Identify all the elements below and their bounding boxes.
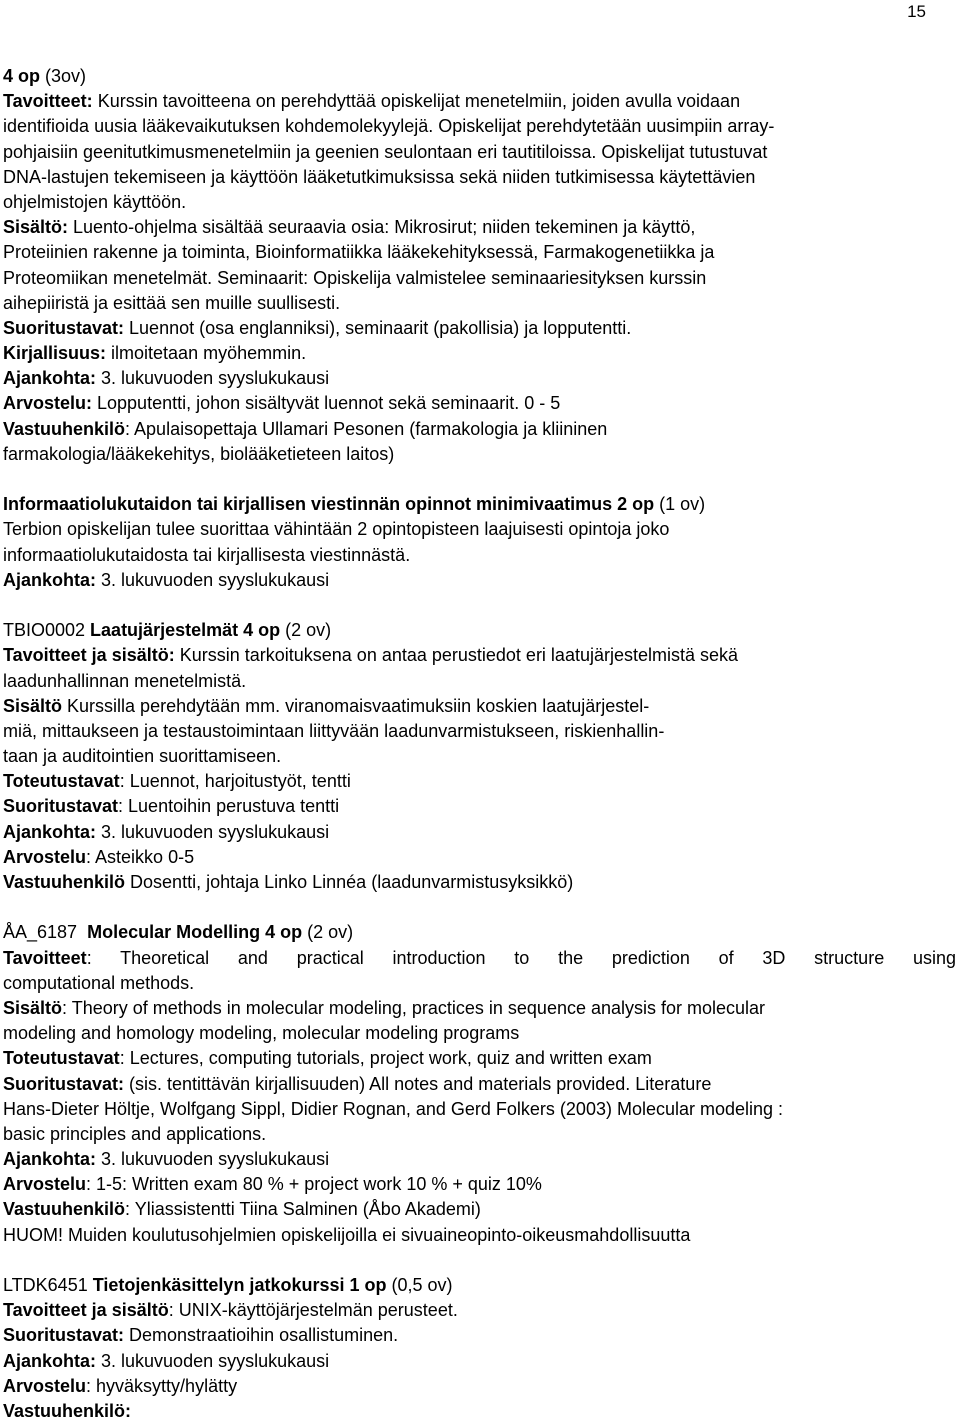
text-line: Ajankohta: 3. lukuvuoden syyslukukausi xyxy=(3,368,330,389)
text-line: laadunhallinnan menetelmistä. xyxy=(3,670,247,691)
text-line: Tavoitteet ja sisältö: Kurssin tarkoituksena on antaa perustiedot eri laatujärjestelmistä sekä xyxy=(3,645,739,666)
text-line: basic principles and applications. xyxy=(3,1123,267,1144)
text-line: HUOM! Muiden koulutusohjelmien opiskelijoilla ei sivuaineopinto-oikeusmahdollisuutta xyxy=(3,1224,691,1245)
text-line: modeling and homology modeling, molecular modeling programs xyxy=(3,1023,520,1044)
text-line: Vastuuhenkilö: Yliassistentti Tiina Salminen (Åbo Akademi) xyxy=(3,1199,481,1220)
text-line: Ajankohta: 3. lukuvuoden syyslukukausi xyxy=(3,569,330,590)
text-line: Tavoitteet ja sisältö: UNIX-käyttöjärjestelmän perusteet. xyxy=(3,1300,458,1321)
text-line: Suoritustavat: Luentoihin perustuva tentti xyxy=(3,796,340,817)
section-spacer xyxy=(3,1248,956,1273)
text-line: Arvostelu: hyväksytty/hylätty xyxy=(3,1375,238,1396)
text-line: Ajankohta: 3. lukuvuoden syyslukukausi xyxy=(3,821,330,842)
course-section xyxy=(3,64,956,467)
text-line: farmakologia/lääkekehitys, biolääketieteen laitos) xyxy=(3,443,395,464)
text-line: Proteomiikan menetelmät. Seminaarit: Opiskelija valmistelee seminaariesityksen kurssin xyxy=(3,267,707,288)
text-line: informaatiolukutaidosta tai kirjallisesta viestinnästä. xyxy=(3,544,411,565)
text-line: Tavoitteet: Kurssin tavoitteena on perehdyttää opiskelijat menetelmiin, joiden avulla voidaan xyxy=(3,91,741,112)
document-body xyxy=(3,64,956,1424)
course-section xyxy=(3,492,956,593)
text-line: Toteutustavat: Luennot, harjoitustyöt, tentti xyxy=(3,771,351,792)
text-line: Kirjallisuus: ilmoitetaan myöhemmin. xyxy=(3,343,307,364)
text-line: Vastuuhenkilö: xyxy=(3,1400,132,1421)
text-line: Sisältö Kurssilla perehdytään mm. viranomaisvaatimuksiin koskien laatujärjestel- xyxy=(3,695,650,716)
text-line: Ajankohta: 3. lukuvuoden syyslukukausi xyxy=(3,1149,330,1170)
text-line: Vastuuhenkilö Dosentti, johtaja Linko Linnéa (laadunvarmistusyksikkö) xyxy=(3,872,574,892)
text-line: computational methods. xyxy=(3,972,195,993)
text-line: Arvostelu: Lopputentti, johon sisältyvät luennot sekä seminaarit. 0 - 5 xyxy=(3,393,561,414)
section-spacer xyxy=(3,593,956,618)
text-line: Sisältö: Luento-ohjelma sisältää seuraavia osia: Mikrosirut; niiden tekeminen ja käyttö, xyxy=(3,217,696,238)
text-line: Arvostelu: Asteikko 0-5 xyxy=(3,846,195,867)
text-line: Toteutustavat: Lectures, computing tutorials, project work, quiz and written exam xyxy=(3,1048,652,1069)
text-line: Vastuuhenkilö: Apulaisopettaja Ullamari Pesonen (farmakologia ja kliininen xyxy=(3,418,608,439)
text-line: pohjaisiin geenitutkimusmenetelmiin ja geenien seulontaan eri tautitiloissa. Opiskelijat tutustuvat xyxy=(3,141,768,162)
page-number: 15 xyxy=(907,2,926,21)
course-section xyxy=(3,920,956,1247)
text-line: ohjelmistojen käyttöön. xyxy=(3,191,187,212)
text-line: TBIO0002 Laatujärjestelmät 4 op (2 ov) xyxy=(3,620,332,641)
text-line: Arvostelu: 1-5: Written exam 80 % + project work 10 % + quiz 10% xyxy=(3,1174,542,1195)
text-line: DNA-lastujen tekemiseen ja käyttöön lääketutkimuksissa sekä niiden tutkimisessa käytettävien xyxy=(3,166,756,187)
text-line: Suoritustavat: Demonstraatioihin osallistuminen. xyxy=(3,1325,399,1346)
course-section xyxy=(3,618,956,895)
text-line: Terbion opiskelijan tulee suorittaa vähintään 2 opintopisteen laajuisesti opintoja joko xyxy=(3,519,670,540)
section-spacer xyxy=(3,467,956,492)
text-line: Hans-Dieter Höltje, Wolfgang Sippl, Didier Rognan, and Gerd Folkers (2003) Molecular modeling : xyxy=(3,1098,784,1119)
text-line: 4 op (3ov) xyxy=(3,66,87,86)
text-line: miä, mittaukseen ja testaustoimintaan liittyvään laadunvarmistukseen, riskienhallin- xyxy=(3,720,665,741)
text-line: taan ja auditointien suorittamiseen. xyxy=(3,746,282,767)
section-spacer xyxy=(3,895,956,920)
course-section xyxy=(3,1273,956,1424)
text-line: Proteiinien rakenne ja toiminta, Bioinformatiikka lääkekehityksessä, Farmakogenetiikka ja xyxy=(3,242,715,263)
text-line: Suoritustavat: Luennot (osa englanniksi), seminaarit (pakollisia) ja lopputentti. xyxy=(3,317,632,338)
text-line: Tavoitteet: Theoretical and practical introduction to the prediction of 3D structure using xyxy=(3,947,956,968)
text-line: Sisältö: Theory of methods in molecular modeling, practices in sequence analysis for molecular xyxy=(3,997,766,1018)
text-line: identifioida uusia lääkevaikutuksen kohdemolekyylejä. Opiskelijat perehdytetään uusimpiin array- xyxy=(3,116,775,137)
text-line: LTDK6451 Tietojenkäsittelyn jatkokurssi 1 op (0,5 ov) xyxy=(3,1275,453,1295)
text-line: Suoritustavat: (sis. tentittävän kirjallisuuden) All notes and materials provided. Literature xyxy=(3,1073,712,1094)
text-line: aihepiiristä ja esittää sen muille suullisesti. xyxy=(3,292,341,313)
text-line: Ajankohta: 3. lukuvuoden syyslukukausi xyxy=(3,1350,330,1371)
text-line: ÅA_6187 Molecular Modelling 4 op (2 ov) xyxy=(3,922,354,943)
text-line: Informaatiolukutaidon tai kirjallisen viestinnän opinnot minimivaatimus 2 op (1 ov) xyxy=(3,494,706,515)
